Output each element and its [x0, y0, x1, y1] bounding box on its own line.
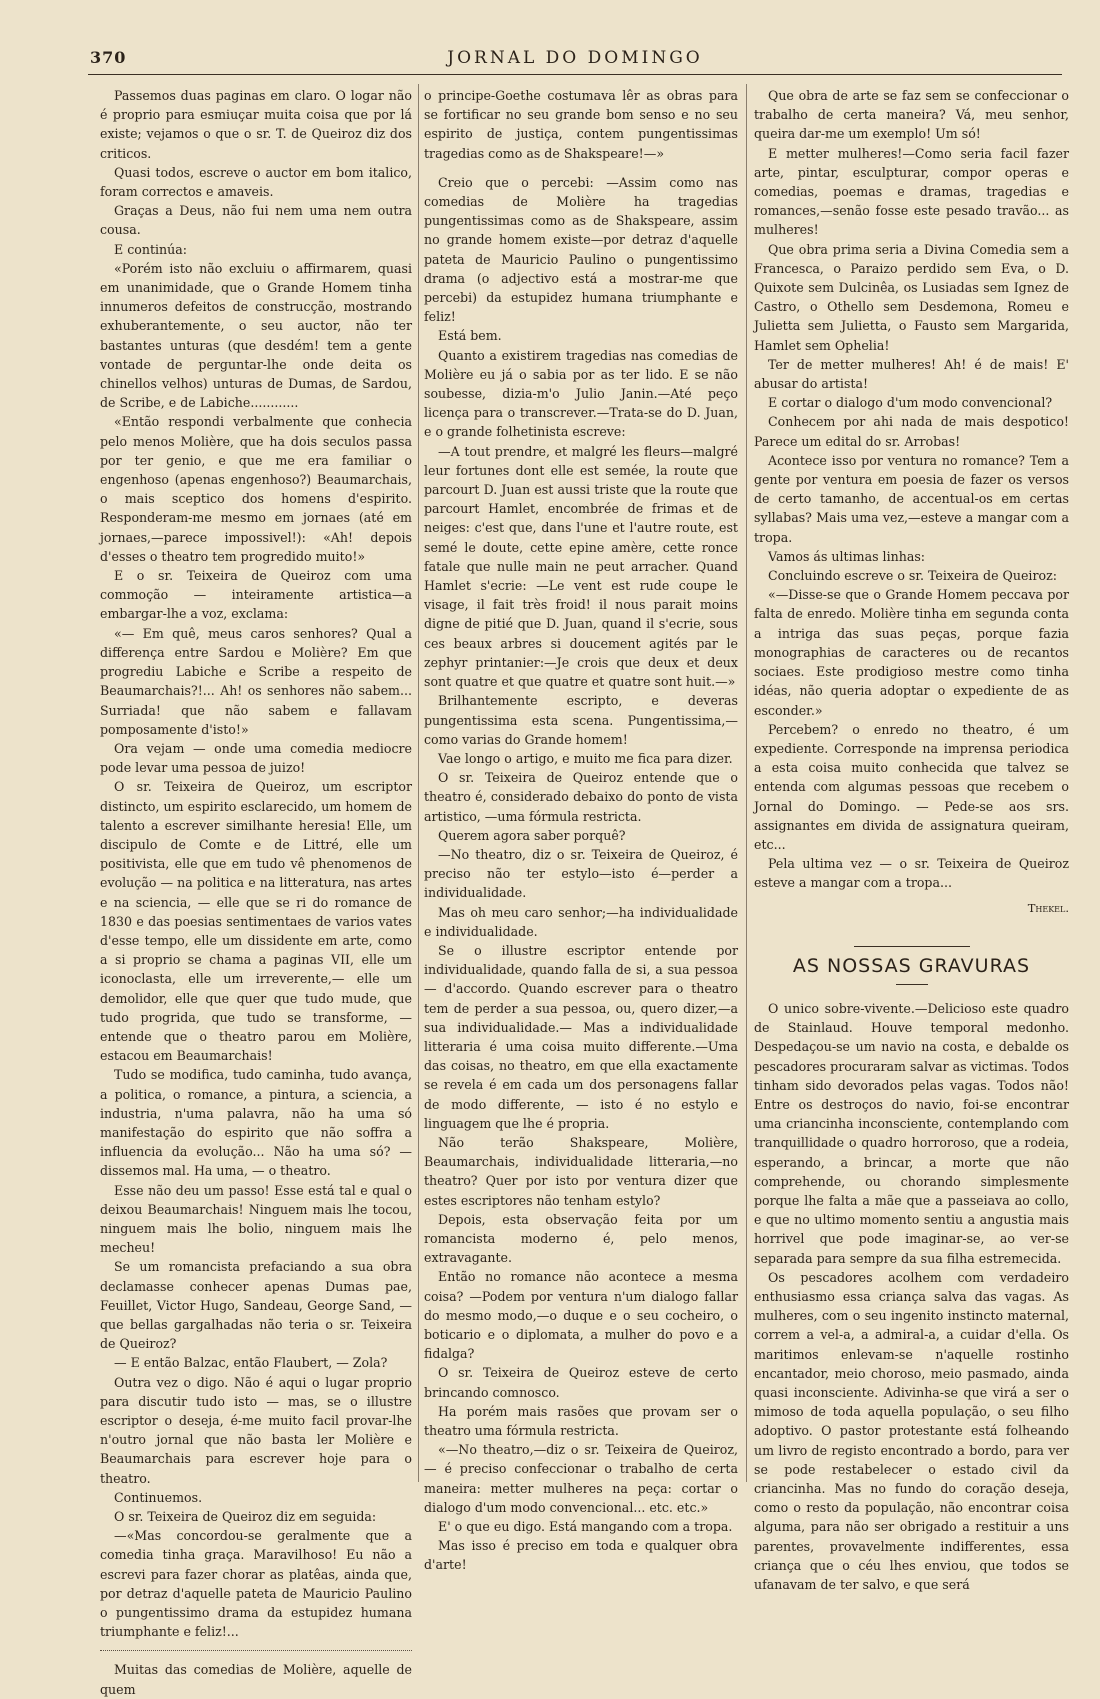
paragraph: Quanto a existirem tragedias nas comedias de Molière eu já o sabia por as ter lido. E se não soubesse, dizia-m'o Julio Janin.—Até peço licença para o transcrever.—Trata-se do D. Juan, e o grande folhetinista escreve:	[424, 347, 738, 440]
paragraph: E continúa:	[114, 241, 188, 257]
paragraph: Passemos duas paginas em claro. O logar não é proprio para esmiuçar muita coisa que por lá existe; vejamos o que o sr. T. de Queiroz diz dos criticos.	[100, 88, 412, 161]
paragraph: Quasi todos, escreve o auctor em bom italico, foram correctos e amaveis.	[100, 164, 412, 200]
paragraph: Vamos ás ultimas linhas:	[768, 548, 926, 564]
paragraph: O sr. Teixeira de Queiroz diz em seguida:	[114, 1509, 377, 1525]
paragraph: Graças a Deus, não fui nem uma nem outra cousa.	[100, 203, 412, 238]
paragraph: — E então Balzac, então Flaubert, — Zola?	[114, 1355, 388, 1371]
paragraph: O unico sobre-vivente.—Delicioso este quadro de Stainlaud. Houve temporal medonho. Despedaçou-se um navio na costa, e debalde os pescadores procuraram salvar as victimas. Todos tinham sido devorados pelas vagas. Todos não! Entre os destroços do navio, foi-se encontrar uma criancinha inconsciente, contemplando com tranquillidade o quadro horroroso, que a rodeia, esperando, a brincar, a morte que não comprehende, ou chorando simplesmente porque lhe falta a mãe que a passeiava ao collo, e que no ultimo momento sentiu a angustia mais horrivel que pode imaginar-se, ao ver-se separada para sempre da sua filha estremecida.	[754, 1000, 1069, 1266]
paragraph: Que obra de arte se faz sem se confeccionar o trabalho de certa maneira? Vá, meu senhor, queira dar-me um exemplo! Um só!	[754, 88, 1069, 142]
paragraph: E' o que eu digo. Está mangando com a tropa.	[438, 1519, 733, 1535]
column-divider	[418, 84, 419, 1482]
paragraph: Então no romance não acontece a mesma coisa? —Podem por ventura n'um dialogo fallar do mesmo modo,—o duque e o seu cocheiro, o boticario e o diplomata, a mulher do povo e a fidalga?	[424, 1269, 738, 1362]
paragraph: Concluindo escreve o sr. Teixeira de Queiroz:	[768, 568, 1057, 584]
paragraph: Mas isso é preciso em toda e qualquer obra d'arte!	[424, 1538, 738, 1573]
paragraph: Tudo se modifica, tudo caminha, tudo avança, a politica, o romance, a pintura, a sciencia, a industria, n'uma palavra, não ha uma só manifestação do espirito que não soffra a influencia da evolução... Não ha uma só? — dissemos mal. Ha uma, — o theatro.	[100, 1067, 412, 1179]
paragraph: Pela ultima vez — o sr. Teixeira de Queiroz esteve a mangar com a tropa...	[754, 856, 1069, 891]
paragraph: O sr. Teixeira de Queiroz, um escriptor distincto, um espirito esclarecido, um homem de talento a escrever similhante heresia! Elle, um discipulo de Comte e de Littré, elle um positivista, elle que em tudo vê phenomenos de evolução — na politica e na litteratura, nas artes e na sciencia, — elle que se ri do romance de 1830 e das poesias sentimentaes de varios vates d'esse tempo, elle um dissidente em arte, como a si proprio se chama a paginas VII, elle um iconoclasta, elle um irreverente,— elle um demolidor, elle que quer que tudo mude, que tudo progrida, que tudo se transforme, — entende que o theatro parou em Molière, estacou em Beaumarchais!	[100, 779, 412, 1064]
paragraph: «Então respondi verbalmente que conhecia pelo menos Molière, que ha dois seculos passa por ter genio, e que me era familiar o engenhoso (apenas engenhoso?) Beaumarchais, o mais sceptico dos homens d'espirito. Responderam-me mesmo em jornaes (até em jornaes,—parece impossivel!): «Ah! depois d'esses o theatro tem progredido muito!»	[100, 414, 412, 564]
paragraph: E metter mulheres!—Como seria facil fazer arte, pintar, esculpturar, compor operas e comedias, poemas e dramas, tragedias e romances,—senão fosse este pesado travão... as mulheres!	[754, 145, 1069, 238]
journal-title: JORNAL DO DOMINGO	[447, 48, 703, 68]
paragraph: O sr. Teixeira de Queiroz entende que o theatro é, considerado debaixo do ponto de vista artistico, —uma fórmula restricta.	[424, 770, 738, 824]
paragraph: Conhecem por ahi nada de mais despotico! Parece um edital do sr. Arrobas!	[754, 414, 1069, 449]
paragraph: Brilhantemente escripto, e deveras pungentissima esta scena. Pungentissima,—como varias do Grande homem!	[424, 693, 738, 747]
author-signature: Thekel.	[1027, 900, 1069, 915]
page-number: 370	[90, 48, 127, 67]
paragraph: o principe-Goethe costumava lêr as obras para se fortificar no seu grande bom senso e no seu espirito de justiça, contem pungentissimas tragedias como as de Shakspeare!—»	[424, 88, 738, 161]
section-rule	[854, 946, 970, 947]
dotted-separator	[100, 1650, 412, 1651]
column-1	[100, 86, 412, 1697]
paragraph: Creio que o percebi: —Assim como nas comedias de Molière ha tragedias pungentissimas como as de Shakspeare, assim no grande homem existe—por detraz d'aquelle pateta de Mauricio Paulino o pungentissimo drama (o adjectivo está a mostrar-me que percebi) da estupidez humana triumphante e feliz!	[424, 174, 738, 325]
page-header	[88, 48, 1062, 72]
paragraph: Ter de metter mulheres! Ah! é de mais! E' abusar do artista!	[754, 356, 1069, 392]
paragraph: Acontece isso por ventura no romance? Tem a gente por ventura em poesia de fazer os versos de certo tamanho, de accentual-os em certas syllabas? Mais uma vez,—esteve a mangar com a tropa.	[754, 452, 1069, 545]
paragraph: Percebem? o enredo no theatro, é um expediente. Corresponde na imprensa periodica a esta coisa muito conhecida que talvez se entenda com algumas pessoas que recebem o Jornal do Domingo. — Pede-se aos srs. assignantes em divida de assignatura queiram, etc...	[754, 721, 1069, 852]
paragraph: Depois, esta observação feita por um romancista moderno é, pelo menos, extravagante.	[424, 1211, 738, 1266]
paragraph: Está bem.	[438, 328, 502, 344]
paragraph: Continuemos.	[114, 1489, 203, 1505]
paragraph: «—No theatro,—diz o sr. Teixeira de Queiroz,— é preciso confeccionar o trabalho de certa maneira: metter mulheres na peça: cortar o dialogo d'um modo convencional... etc. etc.»	[424, 1442, 738, 1515]
paragraph: —A tout prendre, et malgré les fleurs—malgré leur fortunes dont elle est semée, la route que parcourt D. Juan est aussi triste que la route que parcourt Hamlet, encombrée de frimas et de neiges: c'est que, dans l'une et l'autre route, est semé le doute, cette epine amère, cette ronce fatale que nulle main ne peut arracher. Quand Hamlet s'ecrie: —Le vent est rude coupe le visage, il fait très froid! il nous parait moins digne de pitié que D. Juan, quand il s'ecrie, sous ces beaux arbres si doucement agités par le zephyr printanier:—Je crois que deux et deux sont quatre et que quatre et quatre sont huit.—»	[424, 443, 738, 690]
paragraph: —«Mas concordou-se geralmente que a comedia tinha graça. Maravilhoso! Eu não a escrevi para fazer chorar as platêas, ainda que, por detraz d'aquelle pateta de Mauricio Paulino o pungentissimo drama da estupidez humana triumphante e feliz!...	[100, 1528, 412, 1640]
paragraph: Querem agora saber porquê?	[438, 827, 626, 843]
paragraph: Se um romancista prefaciando a sua obra declamasse conhecer apenas Dumas pae, Feuillet, Victor Hugo, Sandeau, George Sand, — que bellas gargalhadas não teria o sr. Teixeira de Queiroz?	[100, 1259, 412, 1352]
paragraph: O sr. Teixeira de Queiroz esteve de certo brincando comnosco.	[424, 1365, 738, 1400]
paragraph: Mas oh meu caro senhor;—ha individualidade e individualidade.	[424, 904, 738, 939]
column-3	[754, 86, 1069, 1593]
paragraph: E cortar o dialogo d'um modo convencional?	[768, 395, 1053, 411]
paragraph: Os pescadores acolhem com verdadeiro enthusiasmo essa criança salva das vagas. As mulheres, com o seu ingenito instincto maternal, correm a vel-a, a admiral-a, a cuidar d'ella. Os maritimos enlevam-se n'aquelle rostinho encantador, meio choroso, meio pasmado, ainda quasi inconsciente. Adivinha-se que virá a ser o mimoso de toda aquella população, o seu filho adoptivo. O pastor protestante está folheando um livro de registo encontrado a bordo, para ver se pode restabelecer o estado civil da criancinha. Mas no fundo do coração deseja, como o resto da população, não encontrar coisa alguma, para não ser obrigado a restituir a uns parentes, provavelmente indifferentes, essa criança que o céu lhes enviou, que todos se ufanavam de ter salvo, e que será	[754, 1269, 1069, 1593]
paragraph: Que obra prima seria a Divina Comedia sem a Francesca, o Paraizo perdido sem Eva, o D. Quixote sem Dulcinêa, os Lusiadas sem Ignez de Castro, o Othello sem Desdemona, Romeu e Julietta sem Julietta, o Fausto sem Margarida, Hamlet sem Ophelia!	[754, 241, 1069, 353]
paragraph: «— Em quê, meus caros senhores? Qual a differença entre Sardou e Molière? Em que progrediu Labiche e Scribe a respeito de Beaumarchais?!... Ah! os senhores não sabem... Surriada! que não sabem e fallavam pomposamente d'isto!»	[100, 625, 412, 737]
column-divider	[746, 84, 747, 1482]
spacer	[424, 163, 738, 173]
paragraph: Muitas das comedias de Molière, aquelle de quem	[100, 1662, 412, 1697]
paragraph: Ha porém mais rasões que provam ser o theatro uma fórmula restricta.	[424, 1403, 738, 1439]
paragraph: Vae longo o artigo, e muito me fica para dizer.	[438, 750, 733, 766]
paragraph: Outra vez o digo. Não é aqui o lugar proprio para discutir tudo isto — mas, se o illustre escriptor o deseja, é-me muito facil provar-lhe n'outro jornal que não basta ler Molière e Beaumarchais para escrever hoje para o theatro.	[100, 1374, 412, 1486]
paragraph: «—Disse-se que o Grande Homem peccava por falta de enredo. Molière tinha em segunda conta a intriga das suas peças, porque fazia monographias de caracteres ou de recantos sociaes. Este prodigioso mestre como tinha idéas, não queria adoptar o expediente de as esconder.»	[754, 587, 1069, 718]
paragraph: Não terão Shakspeare, Molière, Beaumarchais, individualidade litteraria,—no theatro? Quer por isto por ventura dizer que estes escriptores não tenham estylo?	[424, 1134, 738, 1208]
paragraph: Ora vejam — onde uma comedia mediocre pode levar uma pessoa de juizo!	[100, 740, 412, 776]
paragraph: «Porém isto não excluiu o affirmarem, quasi em unanimidade, que o Grande Homem tinha innumeros defeitos de construcção, mostrando exhuberantemente, o seu auctor, não ter bastantes unturas (que desdém! tem a gente vontade de perguntar-lhe onde deita os chinellos velhos) unturas de Dumas, de Sardou, de Scribe, e de Labiche............	[100, 260, 412, 411]
section-heading: AS NOSSAS GRAVURAS	[792, 954, 1031, 977]
paragraph: Esse não deu um passo! Esse está tal e qual o deixou Beaumarchais! Ninguem mais lhe tocou, ninguem mais lhe bolio, ninguem mais lhe mecheu!	[100, 1182, 412, 1256]
paragraph: E o sr. Teixeira de Queiroz com uma commoção — inteiramente artistica—a embargar-lhe a voz, exclama:	[100, 568, 412, 622]
column-2	[424, 86, 738, 1573]
paragraph: Se o illustre escriptor entende por individualidade, quando falla de si, a sua pessoa — d'accordo. Quando escrever para o theatro tem de perder a sua pessoa, ou, quero dizer,—a sua individualidade.— Mas a individualidade litteraria é uma coisa muito differente.—Uma das coisas, no theatro, em que ella exactamente se revela é em cada um dos personagens fallar de modo differente, — isto é no estylo e linguagem que lhe é propria.	[424, 942, 738, 1131]
section-rule-short	[896, 984, 928, 985]
header-rule	[88, 74, 1062, 75]
paragraph: —No theatro, diz o sr. Teixeira de Queiroz, é preciso não ter estylo—isto é—perder a individualidade.	[424, 846, 738, 901]
